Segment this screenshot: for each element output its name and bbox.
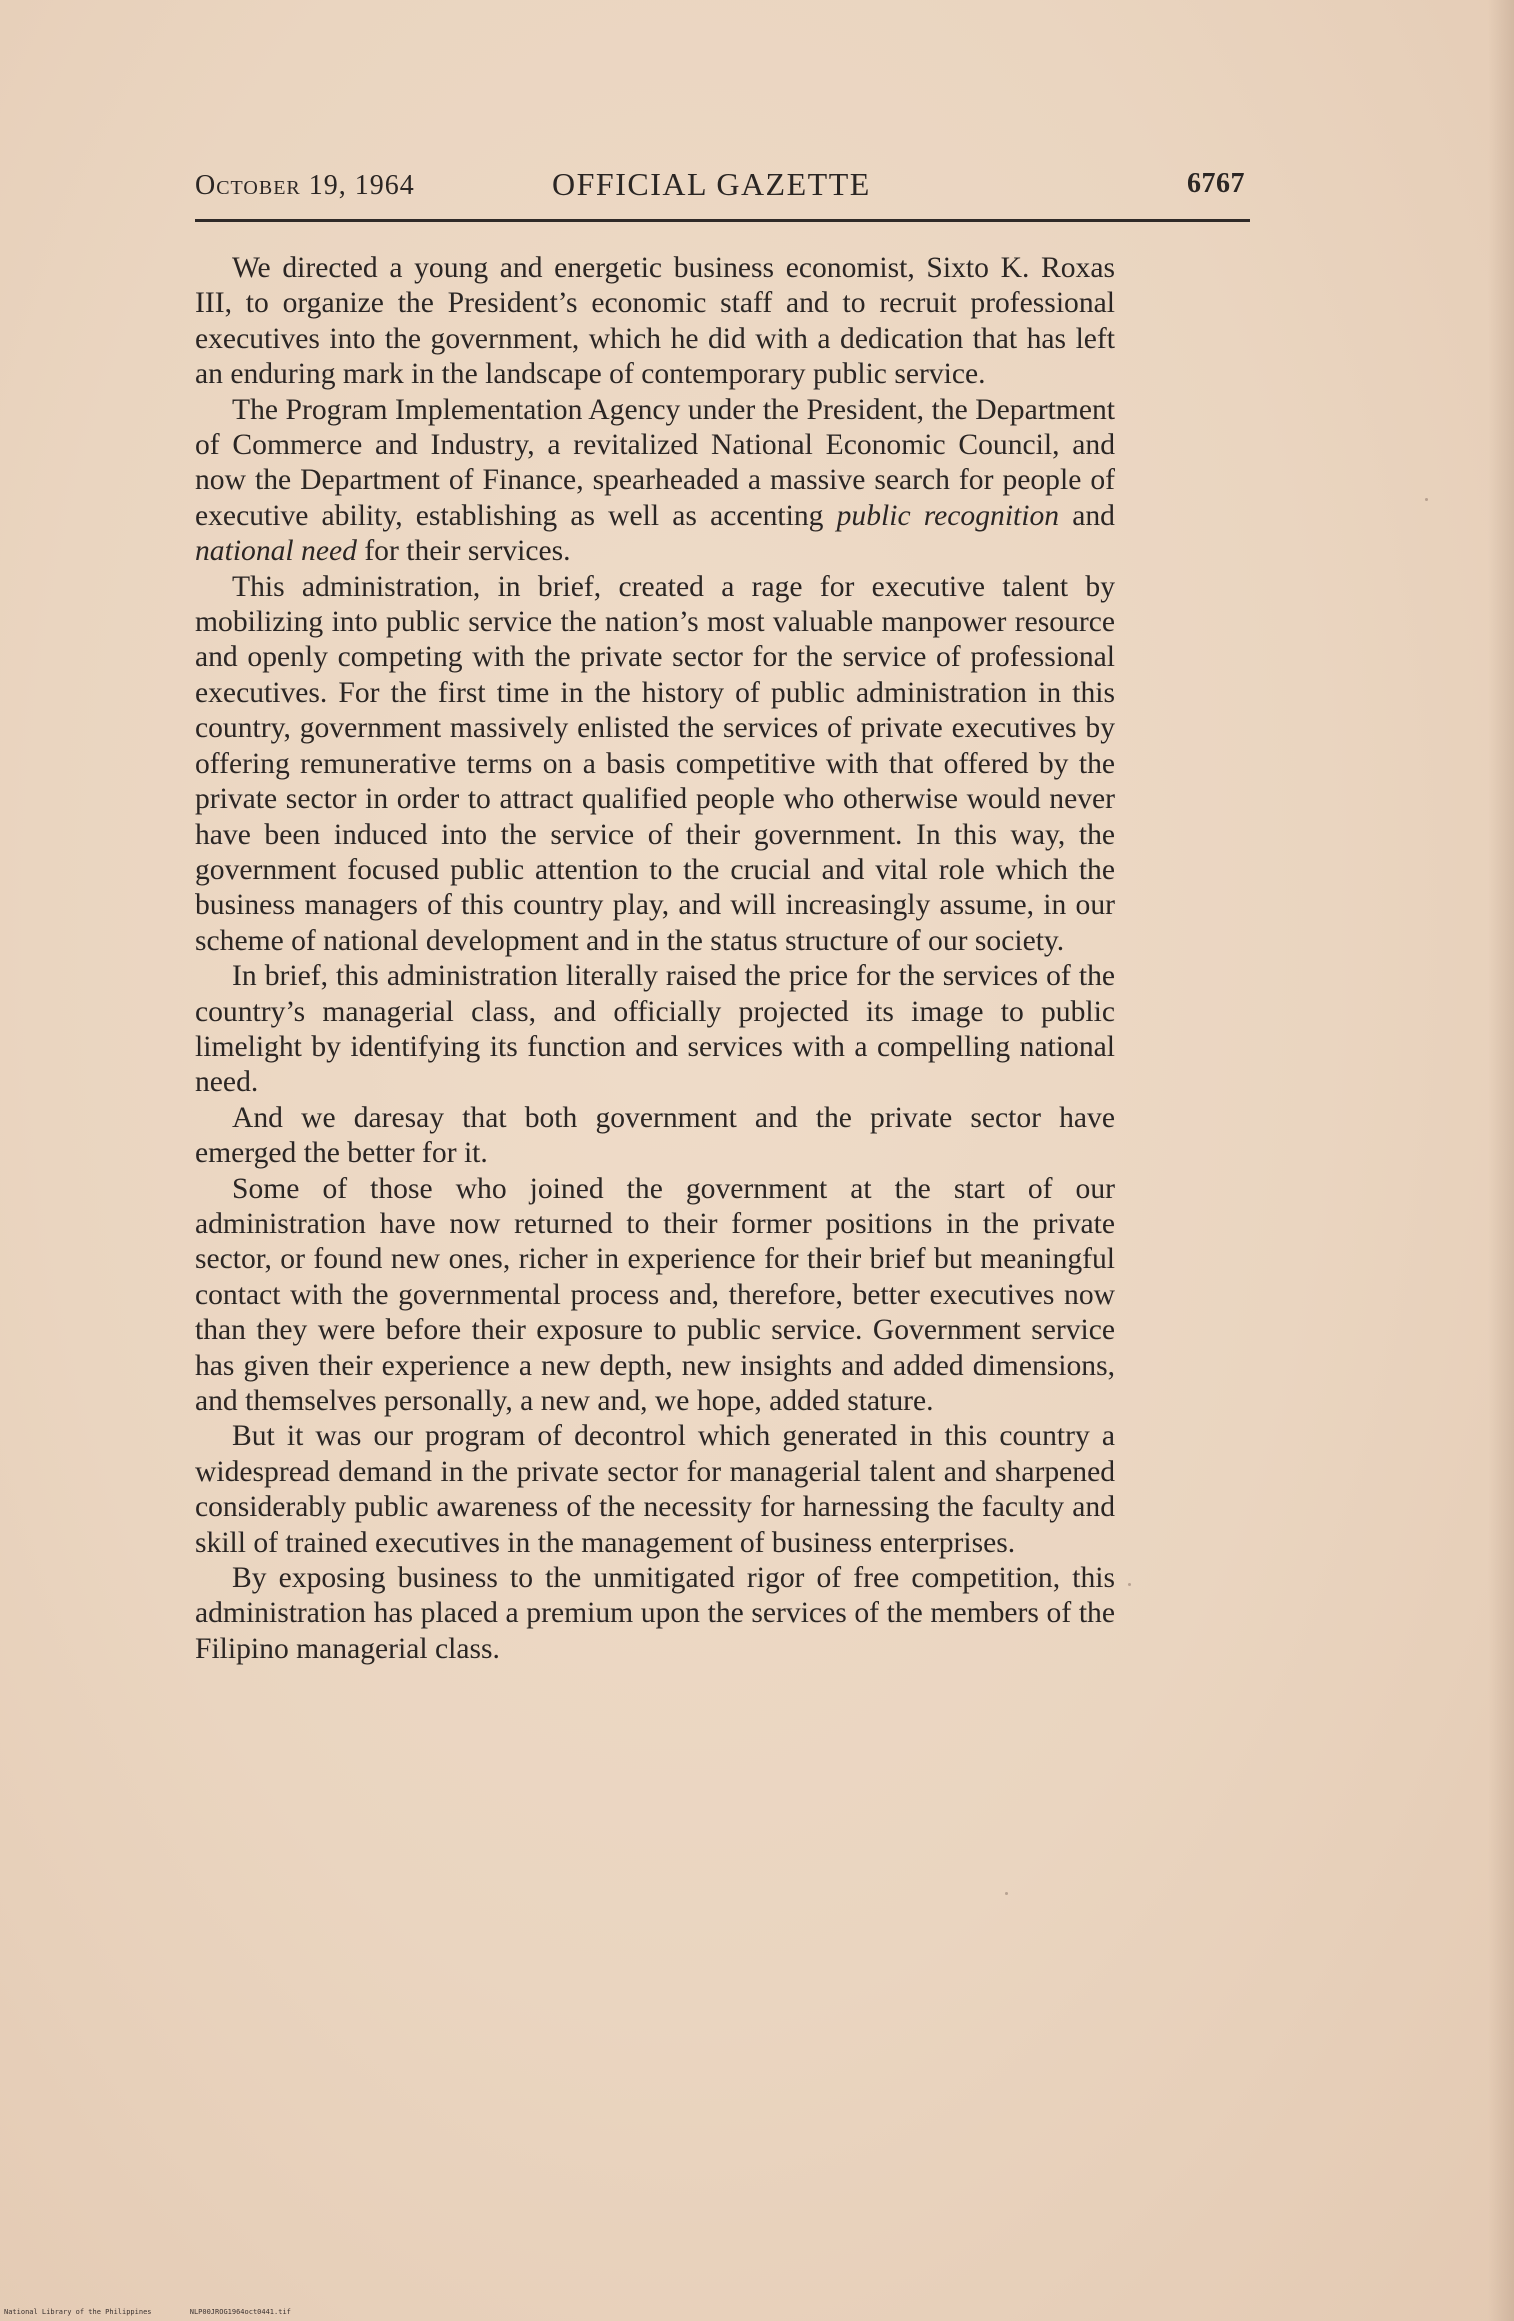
- paragraph-2-text-middle: and: [1059, 499, 1115, 532]
- paper-speck: [1128, 1583, 1131, 1586]
- article-body: [195, 251, 1115, 1667]
- paragraph-2-text-before: The Program Implementation Agency under the President, the Department of Commerce and Industry, a revitalized National Economic Council, and now the Department of Finance, spearheaded a massive search for people of executive ability, establishing as well as accenting: [195, 393, 1115, 532]
- header-publication-title: OFFICIAL GAZETTE: [552, 166, 871, 202]
- paragraph-3: This administration, in brief, created a rage for executive talent by mobilizing into public service the nation’s most valuable manpower resource and openly competing with the private sector for the service of professional executives. For the first time in the history of public administration in this country, government massively enlisted the services of private executives by offering remunerative terms on a basis competitive with that offered by the private sector in order to attract qualified people who otherwise would never have been induced into the service of their government. In this way, the government focused public attention to the crucial and vital role which the business managers of this country play, and will increasingly assume, in our scheme of national development and in the status structure of our society.: [195, 570, 1115, 957]
- paragraph-7: But it was our program of decontrol which generated in this country a widespread demand in the private sector for managerial talent and sharpened considerably public awareness of the necessity for harnessing the faculty and skill of trained executives in the management of business enterprises.: [195, 1420, 1115, 1559]
- footer-library: National Library of the Philippines: [4, 2308, 152, 2316]
- header-rule: [195, 219, 1250, 222]
- paragraph-2-text-after: for their services.: [356, 535, 571, 568]
- paragraph-6: Some of those who joined the government at the start of our administration have now returned to their former positions in the private sector, or found new ones, richer in experience for their brief but meaningful contact with the governmental process and, therefore, better executives now than they were before their exposure to public service. Government service has given their experience a new depth, new insights and added dimensions, and themselves personally, a new and, we hope, added stature.: [195, 1172, 1115, 1417]
- footer-file-id: NLP00JROG1964oct0441.tif: [189, 2308, 291, 2316]
- paper-speck: [1005, 1892, 1008, 1895]
- paragraph-1: We directed a young and energetic business economist, Sixto K. Roxas III, to organize the President’s economic staff and to recruit professional executives into the government, which he did with a dedication that has left an enduring mark in the landscape of contemporary public service.: [195, 252, 1115, 391]
- paper-speck: [1425, 498, 1428, 501]
- running-header: [195, 166, 1251, 206]
- paragraph-2-emphasis-public-recognition: public recognition: [836, 499, 1060, 532]
- paragraph-5: And we daresay that both government and the private sector have emerged the better for it.: [195, 1101, 1115, 1170]
- paragraph-4: In brief, this administration literally raised the price for the services of the country’s managerial class, and officially projected its image to public limelight by identifying its function and services with a compelling national need.: [195, 960, 1115, 1099]
- header-page-number: 6767: [1187, 168, 1245, 199]
- paragraph-2: [195, 393, 1115, 570]
- header-date: October 19, 1964: [195, 170, 415, 201]
- page-edge-shadow: [1488, 0, 1514, 2321]
- paragraph-8: By exposing business to the unmitigated rigor of free competition, this administration has placed a premium upon the services of the members of the Filipino managerial class.: [195, 1562, 1115, 1665]
- paragraph-2-emphasis-national-need: national need: [195, 535, 357, 568]
- scan-footer: [4, 2308, 291, 2316]
